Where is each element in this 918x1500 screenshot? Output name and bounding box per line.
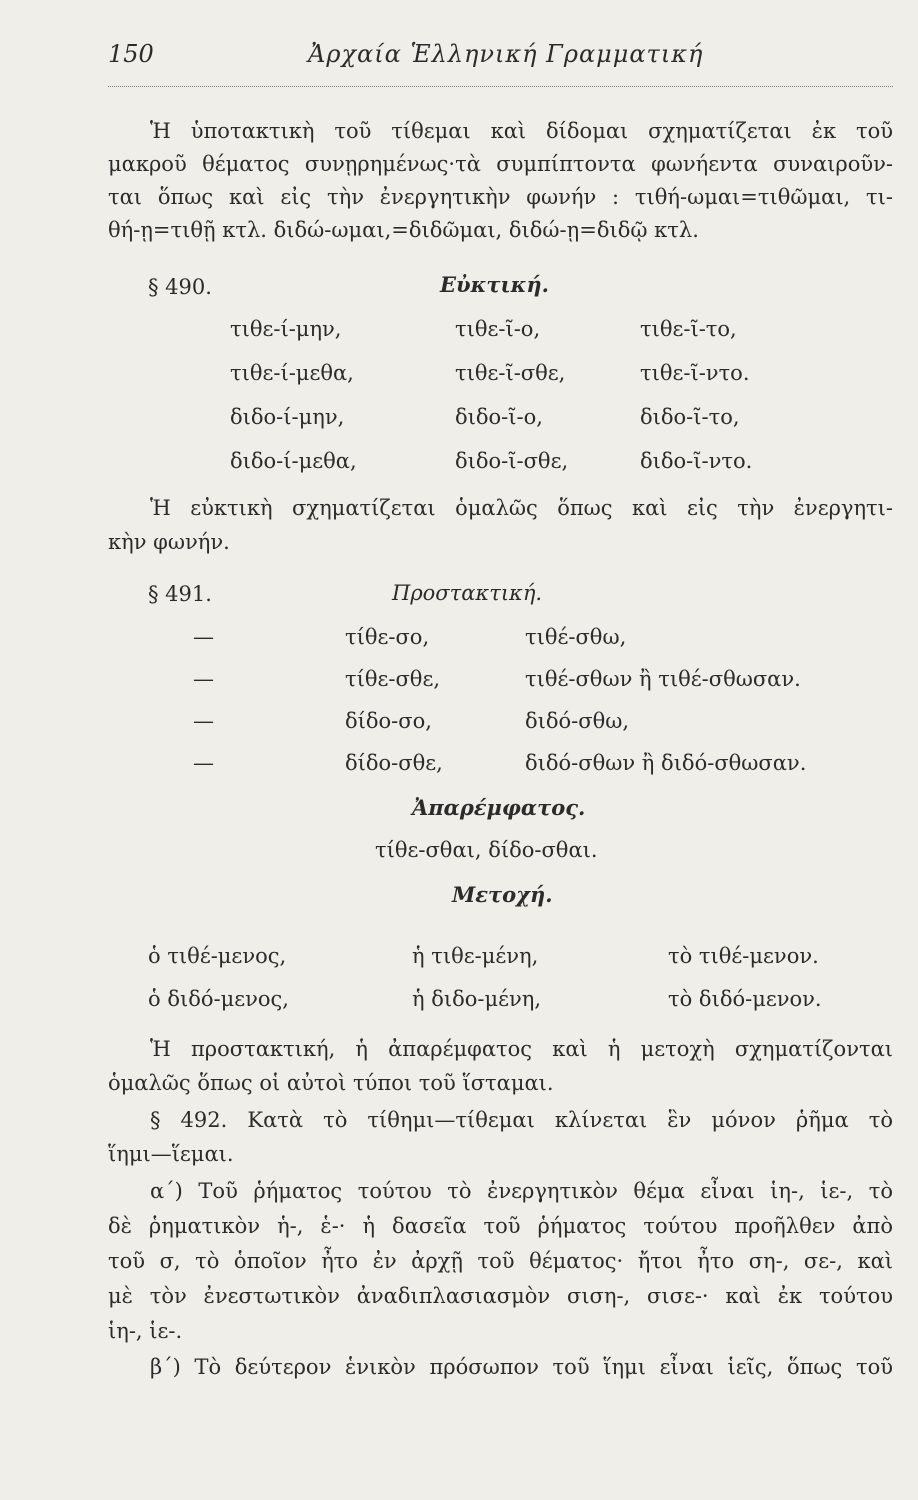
paradigm-cell: διδο-ί-μεθα, (230, 449, 357, 473)
paradigm-cell: δίδο-σθε, (345, 751, 443, 775)
intro-line-4: θή-ῃ=τιθῇ κτλ. διδώ-ωμαι,=διδῶμαι, διδώ-ῃ=διδῷ κτλ. (108, 218, 699, 242)
paradigm-cell: τιθε-ῖ-ντο. (640, 361, 750, 385)
paradigm-cell: ὁ διδό-μενος, (148, 987, 289, 1011)
infinitive-forms: τίθε-σθαι, δίδο-σθαι. (375, 838, 598, 862)
paradigm-cell: ἡ διδο-μένη, (412, 987, 542, 1011)
paradigm-cell: τιθε-ῖ-ο, (455, 317, 541, 341)
paradigm-cell: ὁ τιθέ-μενος, (148, 944, 287, 968)
paradigm-cell: τιθέ-σθω, (525, 625, 627, 649)
participle-heading: Μετοχή. (452, 882, 553, 907)
paradigm-cell: τιθε-ῖ-το, (640, 317, 737, 341)
paradigm-cell: ἡ τιθε-μένη, (412, 944, 539, 968)
section-490-heading: Εὐκτική. (440, 272, 549, 297)
omitted-form-dash: — (193, 751, 214, 775)
paradigm-cell: τιθε-ί-μην, (230, 317, 342, 341)
paradigm-cell: διδο-ῖ-σθε, (455, 449, 569, 473)
section-490-number: § 490. (148, 275, 212, 299)
intro-line-2: μακροῦ θέματος συνῃρημένως·τὰ συμπίπτοντα φωνήεντα συναιροῦν- (108, 152, 893, 176)
alpha-line-5: ἱη-, ἱε-. (108, 1319, 183, 1343)
omitted-form-dash: — (193, 709, 214, 733)
paradigm-cell: τιθε-ί-μεθα, (230, 361, 354, 385)
alpha-line-3: τοῦ σ, τὸ ὁποῖον ἦτο ἐν ἀρχῇ τοῦ θέματος· ἤτοι ἦτο ση-, σε-, καὶ (108, 1249, 893, 1273)
alpha-line-2: δὲ ῥηματικὸν ἡ-, ἑ-· ἡ δασεῖα τοῦ ῥήματος τούτου προῆλθεν ἀπὸ (108, 1214, 893, 1238)
paradigm-cell: διδό-σθων ἢ διδό-σθωσαν. (525, 751, 807, 775)
intro-line-1: Ἡ ὑποτακτικὴ τοῦ τίθεμαι καὶ δίδομαι σχηματίζεται ἐκ τοῦ (150, 119, 893, 143)
paradigm-cell: διδο-ί-μην, (230, 405, 345, 429)
section-492-line-2: ἵημι—ἵεμαι. (108, 1142, 234, 1166)
section-491-note-line-2: ὁμαλῶς ὅπως οἱ αὐτοὶ τύποι τοῦ ἵσταμαι. (108, 1071, 554, 1095)
header-rule (108, 86, 893, 87)
paradigm-cell: τίθε-σο, (345, 625, 430, 649)
section-491-heading: Προστακτική. (392, 581, 543, 605)
page-number: 150 (108, 40, 154, 68)
alpha-line-4: μὲ τὸν ἐνεστωτικὸν ἀναδιπλασιασμὸν σιση-, σισε-· καὶ ἐκ τούτου (108, 1284, 893, 1308)
section-490-note-line-2: κὴν φωνήν. (108, 530, 230, 554)
omitted-form-dash: — (193, 625, 214, 649)
paradigm-cell: δίδο-σο, (345, 709, 432, 733)
running-title: Ἀρχαία Ἑλληνική Γραμματική (308, 40, 704, 68)
beta-line-1: β΄) Τὸ δεύτερον ἑνικὸν πρόσωπον τοῦ ἵημι εἶναι ἱεῖς, ὅπως τοῦ (150, 1355, 893, 1379)
paradigm-cell: διδο-ῖ-ντο. (640, 449, 753, 473)
paradigm-cell: τὸ διδό-μενον. (668, 987, 822, 1011)
paradigm-cell: τιθέ-σθων ἢ τιθέ-σθωσαν. (525, 667, 801, 691)
page-header (108, 40, 893, 80)
section-490-note-line-1: Ἡ εὐκτικὴ σχηματίζεται ὁμαλῶς ὅπως καὶ εἰς τὴν ἐνεργητι- (150, 496, 893, 520)
section-492-line-1: § 492. Κατὰ τὸ τίθημι—τίθεμαι κλίνεται ἓν μόνον ῥῆμα τὸ (150, 1108, 893, 1132)
section-491-note-line-1: Ἡ προστακτική, ἡ ἀπαρέμφατος καὶ ἡ μετοχὴ σχηματίζονται (150, 1037, 893, 1061)
infinitive-heading: Ἀπαρέμφατος. (412, 795, 586, 820)
section-491-number: § 491. (148, 582, 212, 606)
paradigm-cell: διδό-σθω, (525, 709, 630, 733)
paradigm-cell: διδο-ῖ-το, (640, 405, 740, 429)
omitted-form-dash: — (193, 667, 214, 691)
paradigm-cell: τὸ τιθέ-μενον. (668, 944, 819, 968)
alpha-line-1: α΄) Τοῦ ῥήματος τούτου τὸ ἐνεργητικὸν θέμα εἶναι ἱη-, ἱε-, τὸ (150, 1179, 893, 1203)
paradigm-cell: τίθε-σθε, (345, 667, 441, 691)
paradigm-cell: διδο-ῖ-ο, (455, 405, 543, 429)
intro-line-3: ται ὅπως καὶ εἰς τὴν ἐνεργητικὴν φωνήν : τιθή-ωμαι=τιθῶμαι, τι- (108, 185, 893, 209)
paradigm-cell: τιθε-ῖ-σθε, (455, 361, 566, 385)
